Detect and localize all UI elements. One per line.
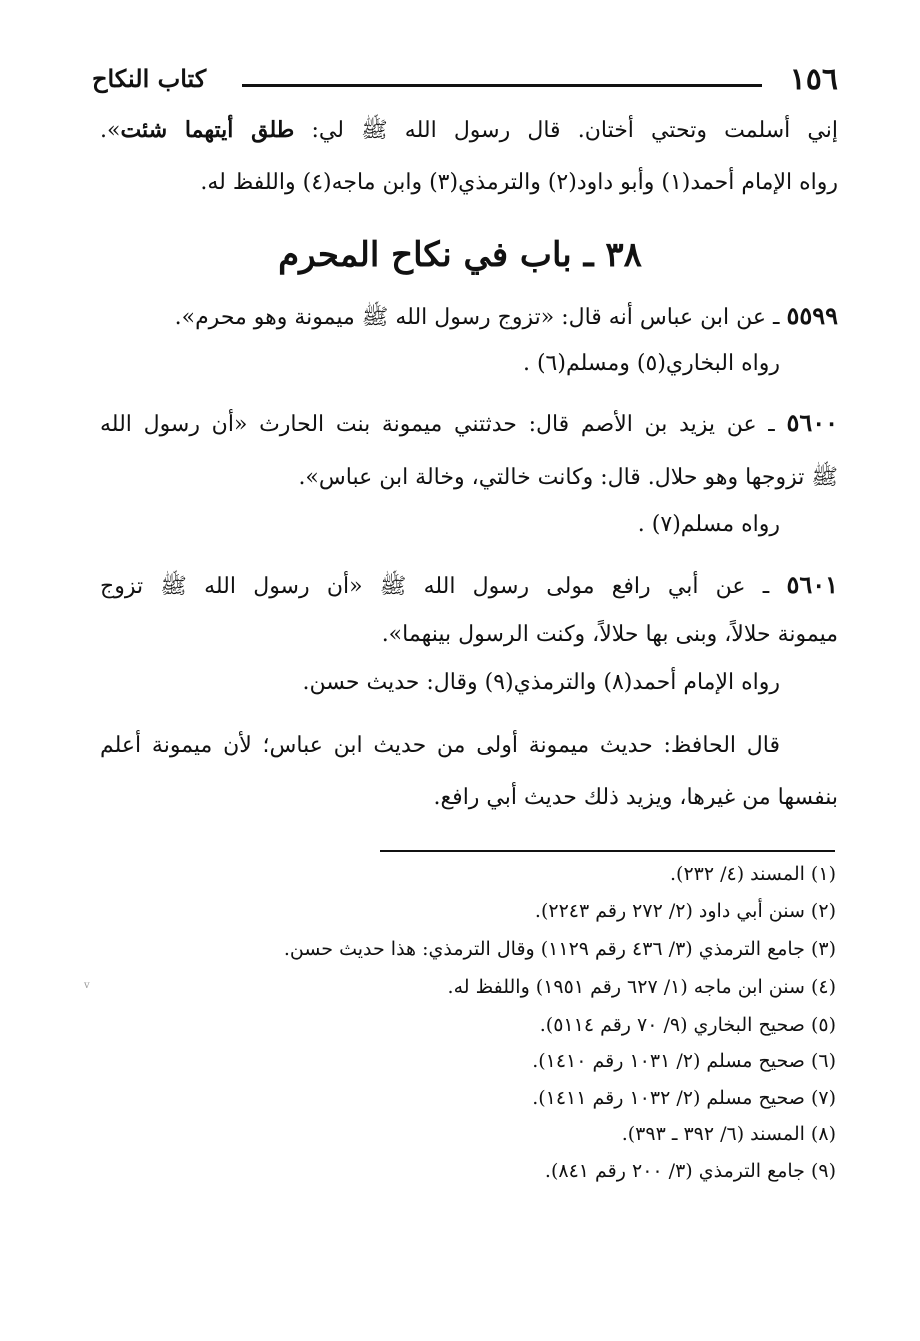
footnote-rule xyxy=(380,850,835,852)
footnote-1: (١) المسند (٤/ ٢٣٢). xyxy=(669,863,836,885)
footnote-3: (٣) جامع الترمذي (٣/ ٤٣٦ رقم ١١٢٩) وقال الترمذي: هذا حديث حسن. xyxy=(283,938,836,960)
intro-line-1-bold: طلق أيتهما شئت xyxy=(120,117,295,143)
intro-line-1-end: ». xyxy=(100,118,121,143)
footnote-6: (٦) صحيح مسلم (٢/ ١٠٣١ رقم ١٤١٠). xyxy=(532,1050,836,1072)
hadith-number: ٥٦٠١ xyxy=(786,570,838,599)
page-header xyxy=(92,62,838,102)
footnote-4: (٤) سنن ابن ماجه (١/ ٦٢٧ رقم ١٩٥١) واللفظ له. xyxy=(447,976,836,998)
hadith-number: ٥٦٠٠ xyxy=(786,408,838,437)
hadith-5600-line-3: رواه مسلم(٧) . xyxy=(637,512,780,537)
hadith-5599-line-1 xyxy=(100,298,838,336)
intro-line-2: رواه الإمام أحمد(١) وأبو داود(٢) والترمذي(٣) وابن ماجه(٤) واللفظ له. xyxy=(200,170,838,195)
footnote-7: (٧) صحيح مسلم (٢/ ١٠٣٢ رقم ١٤١١). xyxy=(532,1087,836,1109)
scan-speck: v xyxy=(84,980,90,991)
hadith-5601-line-2: ميمونة حلالاً، وبنى بها حلالاً، وكنت الرسول بينهما». xyxy=(381,622,838,647)
hafiz-note-line-1: قال الحافظ: حديث ميمونة أولى من حديث ابن عباس؛ لأن ميمونة أعلم xyxy=(100,733,780,758)
footnote-5: (٥) صحيح البخاري (٩/ ٧٠ رقم ٥١١٤). xyxy=(539,1014,836,1036)
intro-line-1 xyxy=(100,112,838,149)
hadith-text: ـ عن يزيد بن الأصم قال: حدثتني ميمونة بنت الحارث «أن رسول الله xyxy=(100,412,775,437)
hafiz-note-line-2: بنفسها من غيرها، ويزيد ذلك حديث أبي رافع. xyxy=(433,785,838,810)
hadith-5601-line-1 xyxy=(100,567,838,605)
hadith-5599-line-2: رواه البخاري(٥) ومسلم(٦) . xyxy=(522,351,780,376)
page-number: ١٥٦ xyxy=(789,62,838,97)
hadith-5601-line-3: رواه الإمام أحمد(٨) والترمذي(٩) وقال: حديث حسن. xyxy=(302,670,780,695)
hadith-text: ـ عن أبي رافع مولى رسول الله ﷺ «أن رسول الله ﷺ تزوج xyxy=(100,574,770,599)
hadith-5600-line-2: ﷺ تزوجها وهو حلال. قال: وكانت خالتي، وخالة ابن عباس». xyxy=(298,465,838,490)
footnote-2: (٢) سنن أبي داود (٢/ ٢٧٢ رقم ٢٢٤٣). xyxy=(534,900,836,922)
chapter-title: ٣٨ ـ باب في نكاح المحرم xyxy=(278,235,642,275)
hadith-5600-line-1 xyxy=(100,405,838,443)
header-rule xyxy=(242,84,762,87)
footnote-9: (٩) جامع الترمذي (٣/ ٢٠٠ رقم ٨٤١). xyxy=(544,1160,836,1182)
footnote-8: (٨) المسند (٦/ ٣٩٢ ـ ٣٩٣). xyxy=(621,1123,836,1145)
hadith-number: ٥٥٩٩ xyxy=(786,301,838,330)
intro-line-1-text: إني أسلمت وتحتي أختان. قال رسول الله ﷺ لي: xyxy=(294,118,838,143)
hadith-text: ـ عن ابن عباس أنه قال: «تزوج رسول الله ﷺ ميمونة وهو محرم». xyxy=(174,305,780,330)
book-title: كتاب النكاح xyxy=(92,64,207,93)
